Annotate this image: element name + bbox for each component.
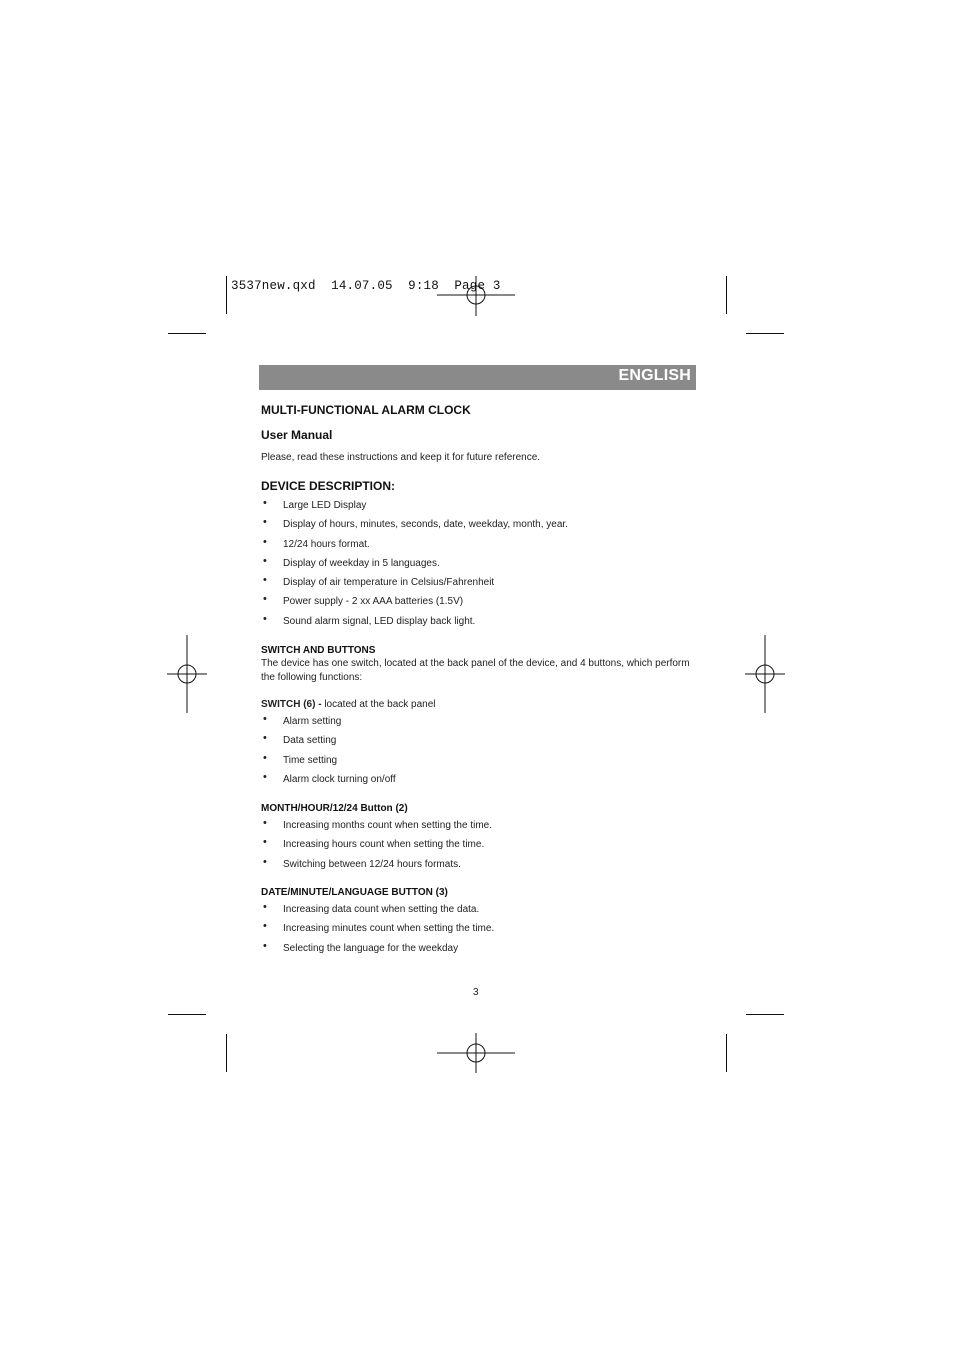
list-item: • Selecting the language for the weekday	[263, 939, 459, 954]
switch6-label: SWITCH (6) -	[261, 699, 322, 710]
crop-mark	[168, 333, 206, 334]
list-item: • Large LED Display	[263, 497, 367, 511]
bullet-icon: •	[263, 836, 267, 849]
list-item: • Increasing data count when setting the data.	[263, 901, 480, 915]
switch6-line	[261, 698, 436, 712]
crop-mark	[726, 1034, 727, 1072]
list-item: • Alarm clock turning on/off	[263, 770, 396, 785]
switch-buttons-heading: SWITCH AND BUTTONS	[261, 645, 376, 656]
device-description-heading: DEVICE DESCRIPTION:	[261, 479, 396, 493]
list-item: • Increasing months count when setting the time.	[263, 817, 493, 831]
bullet-icon: •	[263, 770, 267, 783]
bullet-icon: •	[263, 920, 267, 933]
list-item: • Time setting	[263, 751, 338, 766]
list-item: • Display of hours, minutes, seconds, date, weekday, month, year.	[263, 516, 568, 531]
bullet-icon: •	[263, 901, 267, 913]
crop-mark	[168, 1014, 206, 1015]
list-item: • Increasing hours count when setting the time.	[263, 836, 485, 851]
switch-buttons-text: The device has one switch, located at the back panel of the device, and 4 buttons, which perform the following functions:	[261, 658, 690, 683]
print-slug: 3537new.qxd 14.07.05 9:18 Page 3	[231, 279, 501, 293]
crop-mark	[226, 1034, 227, 1072]
bullet-icon: •	[263, 516, 267, 529]
bullet-icon: •	[263, 554, 267, 567]
bullet-icon: •	[263, 612, 267, 625]
list-item: • Power supply - 2 xx AAA batteries (1.5V)	[263, 593, 464, 608]
document-subtitle: User Manual	[261, 428, 333, 442]
list-item: • Display of weekday in 5 languages.	[263, 554, 440, 569]
bullet-icon: •	[263, 817, 267, 829]
list-item: • Increasing minutes count when setting the time.	[263, 920, 495, 935]
bullet-icon: •	[263, 713, 267, 725]
intro-text: Please, read these instructions and keep it for future reference.	[261, 452, 541, 463]
button2-list	[261, 819, 492, 877]
button2-heading: MONTH/HOUR/12/24 Button (2)	[261, 803, 408, 814]
list-item: • Alarm setting	[263, 713, 342, 727]
switch6-list	[261, 715, 396, 792]
bullet-icon: •	[263, 751, 267, 764]
language-label: ENGLISH	[618, 367, 691, 384]
button3-heading: DATE/MINUTE/LANGUAGE BUTTON (3)	[261, 887, 448, 898]
list-item: • Sound alarm signal, LED display back light.	[263, 612, 476, 627]
crop-mark	[726, 276, 727, 314]
list-item: • Switching between 12/24 hours formats.	[263, 855, 461, 870]
bullet-icon: •	[263, 497, 267, 509]
crop-mark	[746, 333, 784, 334]
registration-mark-left	[167, 635, 207, 713]
device-description-list	[261, 499, 568, 634]
bullet-icon: •	[263, 574, 267, 587]
registration-mark-right	[745, 635, 785, 713]
language-banner	[259, 365, 696, 390]
list-item: • 12/24 hours format.	[263, 535, 370, 550]
bullet-icon: •	[263, 535, 267, 548]
list-item: • Display of air temperature in Celsius/Fahrenheit	[263, 574, 495, 589]
bullet-icon: •	[263, 939, 267, 952]
switch6-text: located at the back panel	[321, 699, 436, 710]
crop-mark	[226, 276, 227, 314]
document-title: MULTI-FUNCTIONAL ALARM CLOCK	[261, 403, 471, 417]
bullet-icon: •	[263, 732, 267, 745]
list-item: • Data setting	[263, 732, 337, 747]
bullet-icon: •	[263, 593, 267, 606]
registration-mark-bottom	[437, 1033, 515, 1073]
bullet-icon: •	[263, 855, 267, 868]
button3-list	[261, 903, 494, 961]
page-number: 3	[473, 987, 479, 998]
crop-mark	[746, 1014, 784, 1015]
